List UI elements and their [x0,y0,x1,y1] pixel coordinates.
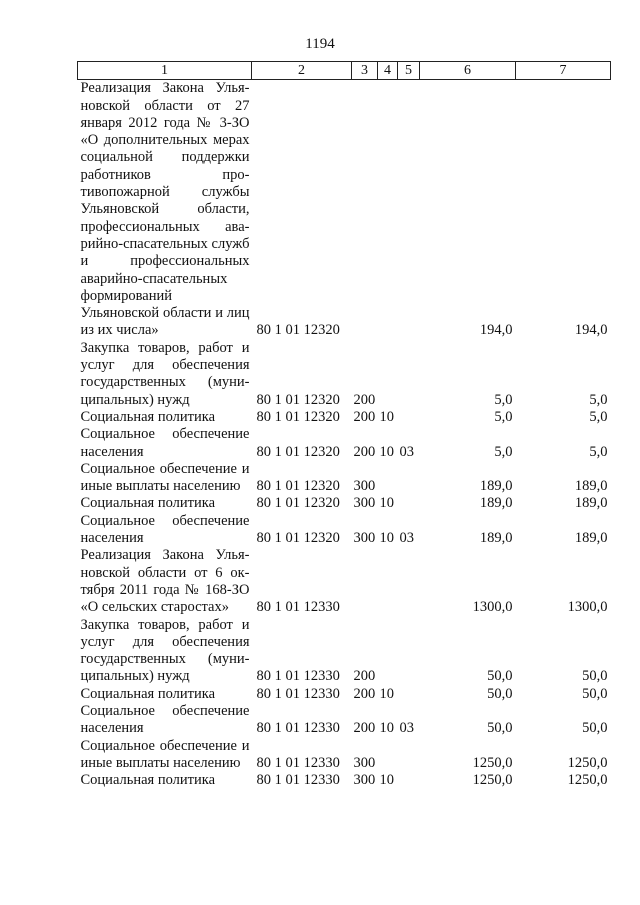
row-name-cell: Социальная политика [80,408,216,425]
target-code-cell: 80 1 01 12320 [256,443,340,460]
row-name-cell: Социальное обеспечение населения [80,426,250,460]
amount-col7-cell: 1250,0 [567,754,608,771]
row-name-cell: Закупка товаров, работ и услуг для обеспечения государственных (муниципальных) нужд [80,339,250,408]
column-header: 5 [398,62,420,80]
table-row [78,772,611,789]
amount-col7-cell: 1250,0 [567,772,608,789]
amount-col6-cell: 5,0 [494,391,513,408]
section-cell [378,340,398,409]
amount-col7-cell: 189,0 [574,530,608,547]
row-name-cell: Социальное обеспечение населения [80,702,250,737]
column-header: 4 [378,62,398,80]
amount-col7-cell: 50,0 [582,685,608,702]
column-header: 1 [78,62,252,80]
target-code-cell: 80 1 01 12320 [256,530,340,547]
amount-col6-cell: 5,0 [494,443,513,460]
subsection-cell [398,686,420,703]
subsection-cell [398,547,420,616]
subsection-cell [398,617,420,686]
amount-col6-cell: 1250,0 [472,754,513,771]
subsection-cell: 03 [399,720,414,737]
target-code-cell: 80 1 01 12320 [256,391,340,408]
amount-col7-cell: 5,0 [589,443,608,460]
row-name-cell: Реализация Закона Ульяновской области от 27 января 2012 года № 3-ЗО «О дополнительных мерах социальной поддержки работников противопожарной службы Ульяновской области, профессиональных аварийно-спасательных служб и профессиональных аварийно-спасательных формирований Ульяновской области и лиц из их числа» [80,80,250,339]
expense-type-cell: 200 [353,685,376,702]
table-row [78,426,611,461]
section-cell: 10 [379,443,394,460]
table-row [78,686,611,703]
target-code-cell: 80 1 01 12320 [256,495,340,512]
target-code-cell: 80 1 01 12330 [256,685,340,702]
row-name-cell: Реализация Закона Ульяновской области от 6 октября 2011 года № 168-ЗО «О сельских старостах» [80,547,250,616]
table-row [78,495,611,512]
expense-type-cell: 300 [353,772,376,789]
section-cell: 10 [379,720,394,737]
amount-col6-cell: 50,0 [487,685,513,702]
subsection-cell [398,409,420,426]
target-code-cell: 80 1 01 12320 [256,322,340,339]
table-row [78,617,611,686]
target-code-cell: 80 1 01 12330 [256,772,340,789]
section-cell: 10 [379,408,394,425]
table-row [78,80,611,340]
row-name-cell: Социальная политика [80,495,216,512]
amount-col6-cell: 1300,0 [472,599,513,616]
expense-type-cell: 200 [353,408,376,425]
subsection-cell [398,461,420,496]
section-cell [378,461,398,496]
amount-col6-cell: 1250,0 [472,772,513,789]
expense-type-cell: 300 [353,530,376,547]
amount-col6-cell: 50,0 [487,720,513,737]
target-code-cell: 80 1 01 12330 [256,720,340,737]
row-name-cell: Закупка товаров, работ и услуг для обеспечения государственных (муниципальных) нужд [80,616,250,685]
row-name-cell: Социальная политика [80,772,216,789]
section-cell: 10 [379,772,394,789]
table-row [78,461,611,496]
table-header [78,62,611,80]
table-body [78,80,611,790]
table-row [78,340,611,409]
row-name-cell: Социальное обеспечение и иные выплаты населению [80,737,250,771]
row-name-cell: Социальное обеспечение населения [80,512,250,547]
expense-type-cell: 200 [353,443,376,460]
section-cell [378,738,398,773]
section-cell: 10 [379,685,394,702]
table-row [78,513,611,548]
amount-col7-cell: 189,0 [574,495,608,512]
subsection-cell [398,772,420,789]
column-header: 2 [252,62,352,80]
expense-type-cell: 200 [353,668,376,685]
expense-type-cell [352,547,378,616]
section-cell: 10 [379,530,394,547]
subsection-cell [398,80,420,340]
expense-type-cell: 200 [353,720,376,737]
subsection-cell [398,738,420,773]
amount-col7-cell: 1300,0 [567,599,608,616]
table-row [78,547,611,616]
amount-col7-cell: 5,0 [589,391,608,408]
amount-col7-cell: 194,0 [574,322,608,339]
subsection-cell: 03 [399,443,414,460]
amount-col7-cell: 5,0 [589,408,608,425]
expense-type-cell: 300 [353,495,376,512]
subsection-cell [398,340,420,409]
row-name-cell: Социальная политика [80,685,216,702]
column-header: 6 [420,62,516,80]
amount-col7-cell: 50,0 [582,720,608,737]
table-row [78,738,611,773]
target-code-cell: 80 1 01 12320 [256,478,340,495]
header-row [78,62,611,80]
budget-table [77,61,611,789]
section-cell [378,547,398,616]
column-header: 3 [352,62,378,80]
table-row [78,409,611,426]
amount-col6-cell: 189,0 [479,495,513,512]
section-cell [378,80,398,340]
page-number: 1194 [305,36,335,52]
subsection-cell [398,495,420,512]
amount-col6-cell: 194,0 [479,322,513,339]
amount-col6-cell: 50,0 [487,668,513,685]
expense-type-cell: 300 [353,754,376,771]
table-row [78,703,611,738]
target-code-cell: 80 1 01 12330 [256,754,340,771]
row-name-cell: Социальное обеспечение и иные выплаты населению [80,460,250,495]
amount-col6-cell: 5,0 [494,408,513,425]
target-code-cell: 80 1 01 12320 [256,408,340,425]
expense-type-cell: 300 [353,478,376,495]
amount-col7-cell: 189,0 [574,478,608,495]
expense-type-cell [352,80,378,340]
amount-col6-cell: 189,0 [479,478,513,495]
subsection-cell: 03 [399,530,414,547]
expense-type-cell: 200 [353,391,376,408]
section-cell [378,617,398,686]
amount-col7-cell: 50,0 [582,668,608,685]
section-cell: 10 [379,495,394,512]
target-code-cell: 80 1 01 12330 [256,668,340,685]
target-code-cell: 80 1 01 12330 [256,599,340,616]
column-header: 7 [516,62,611,80]
amount-col6-cell: 189,0 [479,530,513,547]
